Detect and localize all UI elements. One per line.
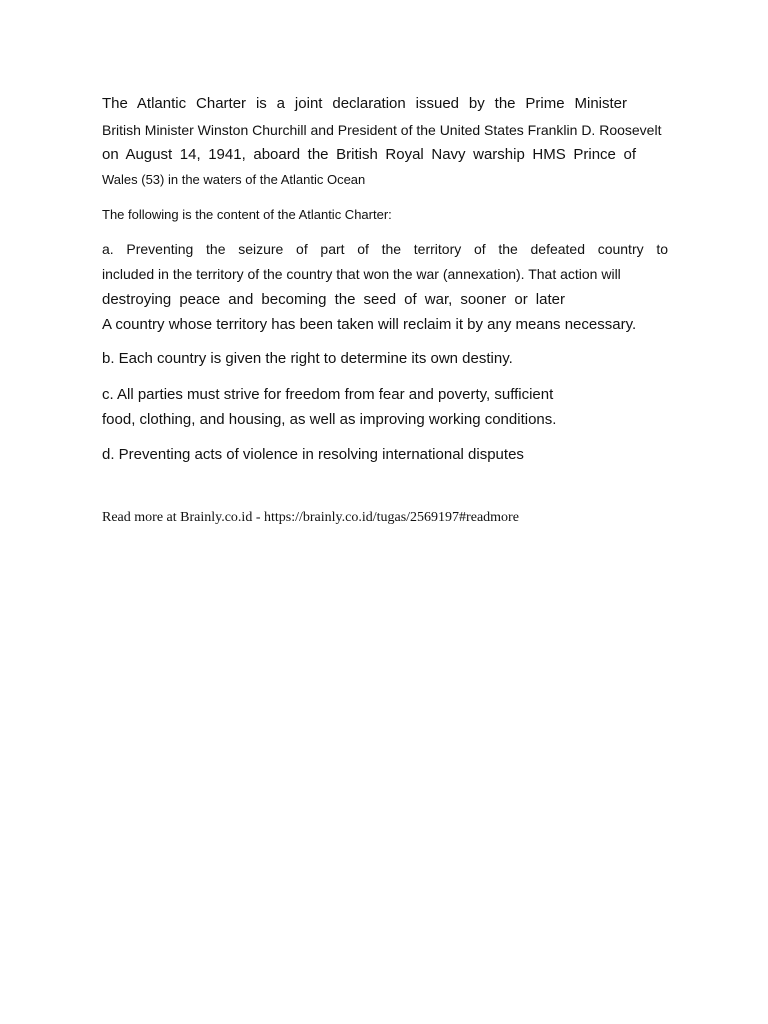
intro-line-2: British Minister Winston Churchill and President of the United States Franklin D. Roosevelt: [102, 122, 662, 138]
point-a-line-2: included in the territory of the country that won the war (annexation). That action will: [102, 266, 621, 282]
read-more-footer: Read more at Brainly.co.id - https://brainly.co.id/tugas/2569197#readmore: [102, 510, 519, 525]
point-a-line-4: A country whose territory has been taken will reclaim it by any means necessary.: [102, 316, 637, 333]
point-a-line-1: a. Preventing the seizure of part of the territory of the defeated country to: [102, 241, 668, 257]
content-heading: The following is the content of the Atlantic Charter:: [102, 207, 392, 222]
intro-line-1: The Atlantic Charter is a joint declaration issued by the Prime Minister: [102, 95, 627, 112]
intro-line-3: on August 14, 1941, aboard the British Royal Navy warship HMS Prince of: [102, 146, 636, 163]
point-c-line-2: food, clothing, and housing, as well as improving working conditions.: [102, 411, 557, 428]
intro-line-4: Wales (53) in the waters of the Atlantic Ocean: [102, 172, 366, 187]
point-b: b. Each country is given the right to determine its own destiny.: [102, 350, 513, 367]
point-c-line-1: c. All parties must strive for freedom from fear and poverty, sufficient: [102, 386, 554, 403]
point-d: d. Preventing acts of violence in resolving international disputes: [102, 446, 524, 463]
point-a-line-3: destroying peace and becoming the seed of war, sooner or later: [102, 291, 565, 308]
